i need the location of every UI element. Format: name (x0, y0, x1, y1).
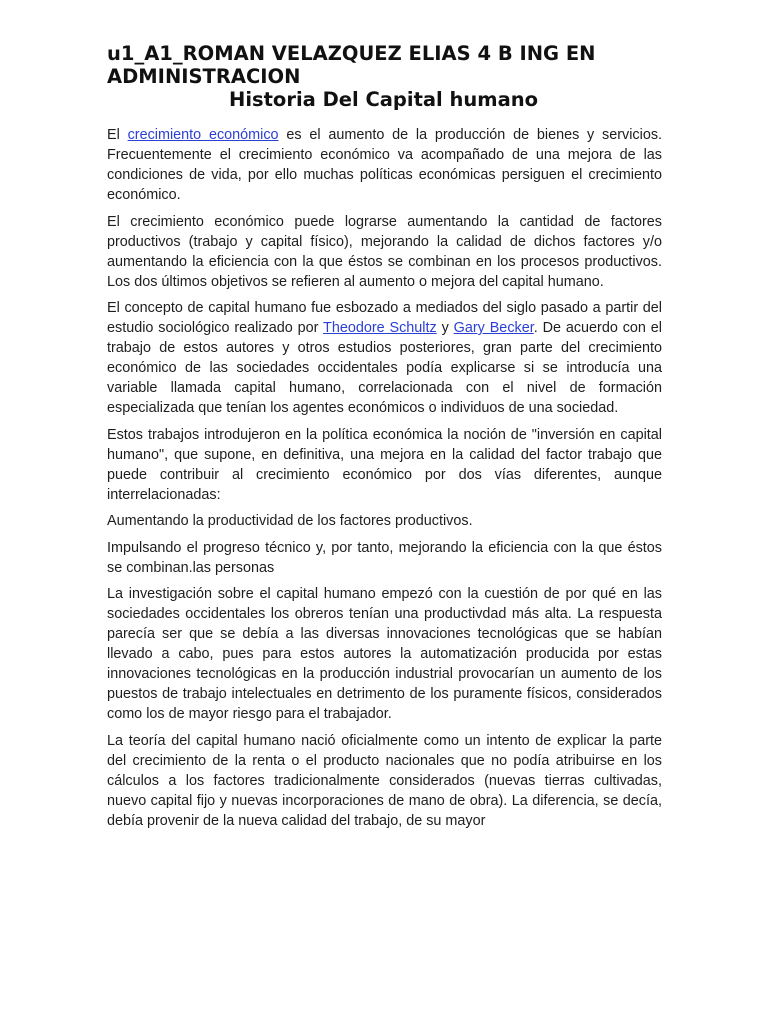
link-crecimiento-economico[interactable]: crecimiento económico (127, 127, 279, 143)
paragraph-1-pre: El (107, 127, 128, 143)
paragraph-6: Impulsando el progreso técnico y, por tanto, mejorando la eficiencia con la que éstos se combinan.las personas (107, 539, 662, 576)
paragraph-7: La investigación sobre el capital humano empezó con la cuestión de por qué en las sociedades occidentales los obreros tenían una productivdad más alta. La respuesta parecía ser que se debía a las diversas innovaciones tecnológicas que se habían llevado a cabo, pues para estos autores la automatización producida por estas innovaciones tecnológicas en la producción industrial provocarían un aumento de los puestos de trabajo intelectuales en detrimento de los puramente físicos, considerados como los de mayor riesgo para el trabajador. (107, 586, 662, 722)
paragraph-5: Aumentando la productividad de los factores productivos. (107, 513, 473, 529)
link-theodore-schultz[interactable]: Theodore Schultz (323, 320, 437, 336)
paragraph-8: La teoría del capital humano nació oficialmente como un intento de explicar la parte del crecimiento de la renta o el producto nacionales que no podía atribuirse en los cálculos a los factores tradicionalmente considerados (nuevas tierras cultivadas, nuevo capital fijo y nuevas incorporaciones de mano de obra). La diferencia, se decía, debía provenir de la nueva calidad del trabajo, de su mayor (107, 732, 662, 829)
link-gary-becker[interactable]: Gary Becker (453, 320, 534, 336)
document-header-line-1: u1_A1_ROMAN VELAZQUEZ ELIAS 4 B ING EN (107, 42, 596, 65)
paragraph-1 (107, 125, 662, 205)
paragraph-1-post: es el aumento de la producción de bienes y servicios. Frecuentemente el crecimiento económico va acompañado de una mejora de las condiciones de vida, por ello muchas políticas económicas persiguen el crecimiento económico. (107, 127, 663, 203)
paragraph-4: Estos trabajos introdujeron en la política económica la noción de "inversión en capital humano", que supone, en definitiva, una mejora en la calidad del factor trabajo que puede contribuir al crecimiento económico por dos vías diferentes, aunque interrelacionadas: (107, 426, 662, 503)
document-page (107, 42, 662, 837)
document-header-line-2: ADMINISTRACION (107, 65, 301, 88)
paragraph-3 (107, 298, 662, 418)
document-title: Historia Del Capital humano (229, 88, 539, 111)
paragraph-2: El crecimiento económico puede lograrse aumentando la cantidad de factores productivos (trabajo y capital físico), mejorando la calidad de dichos factores y/o aumentando la eficiencia con la que éstos se combinan en los procesos productivos. Los dos últimos objetivos se refieren al aumento o mejora del capital humano. (107, 213, 662, 290)
paragraph-3-mid: y (436, 320, 454, 336)
paragraph-3-post: . De acuerdo con el trabajo de estos autores y otros estudios posteriores, gran parte del crecimiento económico de las sociedades occidentales podía explicarse si se introducía una variable llamada capital humano, correlacionada con el nivel de formación especializada que tenían los agentes económicos o individuos de una sociedad. (107, 320, 663, 416)
paragraph-3-pre: El concepto de capital humano fue esbozado a mediados del siglo pasado a partir del estudio sociológico realizado por (107, 300, 662, 336)
